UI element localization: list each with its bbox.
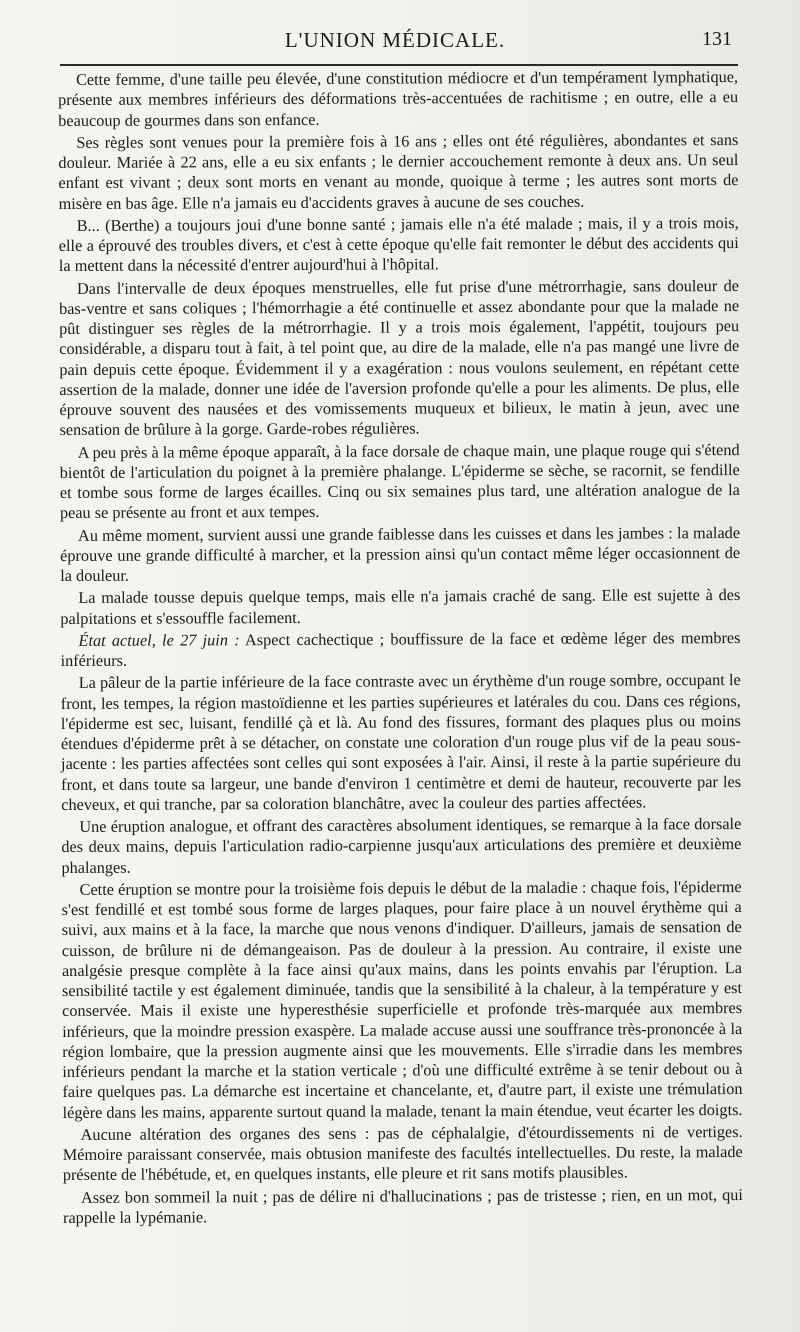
paragraph: Cette femme, d'une taille peu élevée, d'une constitution médiocre et d'un tempérament lymphatique, présente aux membres inférieurs des déformations très-accentuées de rachitisme ; en outre, elle a eu beaucoup de gourmes dans son enfance. [58,67,739,130]
paragraph: A peu près à la même époque apparaît, à la face dorsale de chaque main, une plaque rouge qui s'étend bientôt de l'articulation du poignet à la première phalange. L'épiderme se sèche, se racornit, se fendille et tombe sous forme de larges écailles. Cinq ou six semaines plus tard, une altération analogue de la peau se présente au front et aux tempes. [59,439,740,523]
paragraph: B... (Berthe) a toujours joui d'une bonne santé ; jamais elle n'a été malade ; mais, il y a trois mois, elle a éprouvé des troubles divers, et c'est à cette époque qu'elle fait remonter le début des accidents qui la mettent dans la nécessité d'entrer aujourd'hui à l'hôpital. [58,212,739,276]
paragraph: Dans l'intervalle de deux époques menstruelles, elle fut prise d'une métrorrhagie, sans douleur de bas-ventre et sans coliques ; l'hémorrhagie a été continuelle et assez abondante pour que la malade ne pût distinguer ses règles de la métrorrhagie. Il y a trois mois également, l'appétit, toujours peu considérable, a disparu tout à fait, à tel point que, au dire de la malade, elle n'a pas mangé une livre de pain depuis cette époque. Évidemment il y a exagération : nous voulons seulement, en répétant cette assertion de la malade, donner une idée de l'aversion profonde qu'elle a pour les aliments. De plus, elle éprouve souvent des nausées et des vomissements muqueux et bilieux, le matin à jeun, avec une sensation de brûlure à la gorge. Garde-robes régulières. [58,275,740,440]
paragraph: Assez bon sommeil la nuit ; pas de délire ni d'hallucinations ; pas de tristesse ; rien, en un mot, qui rappelle la lypémanie. [62,1184,743,1227]
header-rule [60,64,738,66]
paragraph: La pâleur de la partie inférieure de la face contraste avec un érythème d'un rouge sombre, occupant le front, les tempes, la région mastoïdienne et les parties supérieures et latérales du cou. Dans ces régions, l'épiderme est sec, luisant, fendillé çà et là. Au fond des fissures, formant des plaques plus ou moins étendues d'épiderme prêt à se détacher, on constate une coloration d'un rouge plus vif de la peau sous-jacente : les parties affectées sont celles qui sont exposées à l'air. Ainsi, il reste à la partie supérieure du front, et dans toute sa largeur, une bande d'environ 1 centimètre et demi de hauteur, recouverte par les cheveux, et qui tranche, par sa coloration blanchâtre, avec la couleur des parties affectées. [60,670,742,814]
page-number: 131 [702,28,732,50]
paragraph: Ses règles sont venues pour la première fois à 16 ans ; elles ont été régulières, abondantes et sans douleur. Mariée à 22 ans, elle a eu six enfants ; le dernier accouchement remonte à deux ans. Un seul enfant est vivant ; deux sont morts en venant au monde, quoique à terme ; les autres sont morts de misère en bas âge. Elle n'a jamais eu d'accidents graves à aucune de ses couches. [58,129,739,213]
running-title: L'UNION MÉDICALE. [284,28,506,52]
page-header [58,28,732,58]
paragraph: La malade tousse depuis quelque temps, mais elle n'a jamais craché de sang. Elle est sujette à des palpitations et s'essouffle facilement. [60,585,741,628]
paragraph: Aucune altération des organes des sens : pas de céphalalgie, d'étourdissements ni de vertiges. Mémoire paraissant conservée, mais obtusion manifeste des facultés intellectuelles. Du reste, la malade présente de l'hébétude, et, en quelques instants, elle pleure et rit sans motifs plausibles. [62,1121,743,1185]
paragraph-etat-actuel [60,628,740,671]
etat-actuel-lead: État actuel, le 27 juin : [78,629,240,650]
paragraph: Une éruption analogue, et offrant des caractères absolument identiques, se remarque à la face dorsale des deux mains, depuis l'articulation radio-carpienne jusqu'aux articulations des première et deuxième phalanges. [61,814,742,877]
etat-actuel-text: Aspect cachectique ; bouffissure de la face et œdème léger des membres inférieurs. [60,627,741,670]
article-body [58,67,743,1230]
paragraph: Au même moment, survient aussi une grande faiblesse dans les cuisses et dans les jambes : la malade éprouve une grande difficulté à marcher, et la pression ainsi qu'un contact même léger occasionnent de la douleur. [60,522,741,585]
paragraph: Cette éruption se montre pour la troisième fois depuis le début de la maladie : chaque fois, l'épiderme s'est fendillé et est tombé sous forme de larges plaques, pour faire place à un nouvel érythème qui a suivi, aux mains et à la face, la marche que nous venons d'indiquer. D'ailleurs, jamais de sensation de cuisson, de brûlure ni de démangeaison. Pas de douleur à la pression. Au contraire, il existe une analgésie presque complète à la face ainsi qu'aux mains, dans les points envahis par l'éruption. La sensibilité tactile y est également diminuée, tandis que la sensibilité à la chaleur, à la température y est conservée. Mais il existe une hyperesthésie superficielle et profonde très-marquée aux membres inférieurs, que la moindre pression exaspère. La malade accuse aussi une souffrance très-prononcée à la région lombaire, que la pression augmente ainsi que les mouvements. Elle s'irradie dans les membres inférieurs pendant la marche et la station verticale ; d'où une difficulté extrême à se tenir debout ou à faire quelques pas. La démarche est incertaine et chancelante, et, d'autre part, il existe une trémulation légère dans les mains, apparente surtout quand la malade, tenant la main étendue, veut écarter les doigts. [61,876,743,1122]
